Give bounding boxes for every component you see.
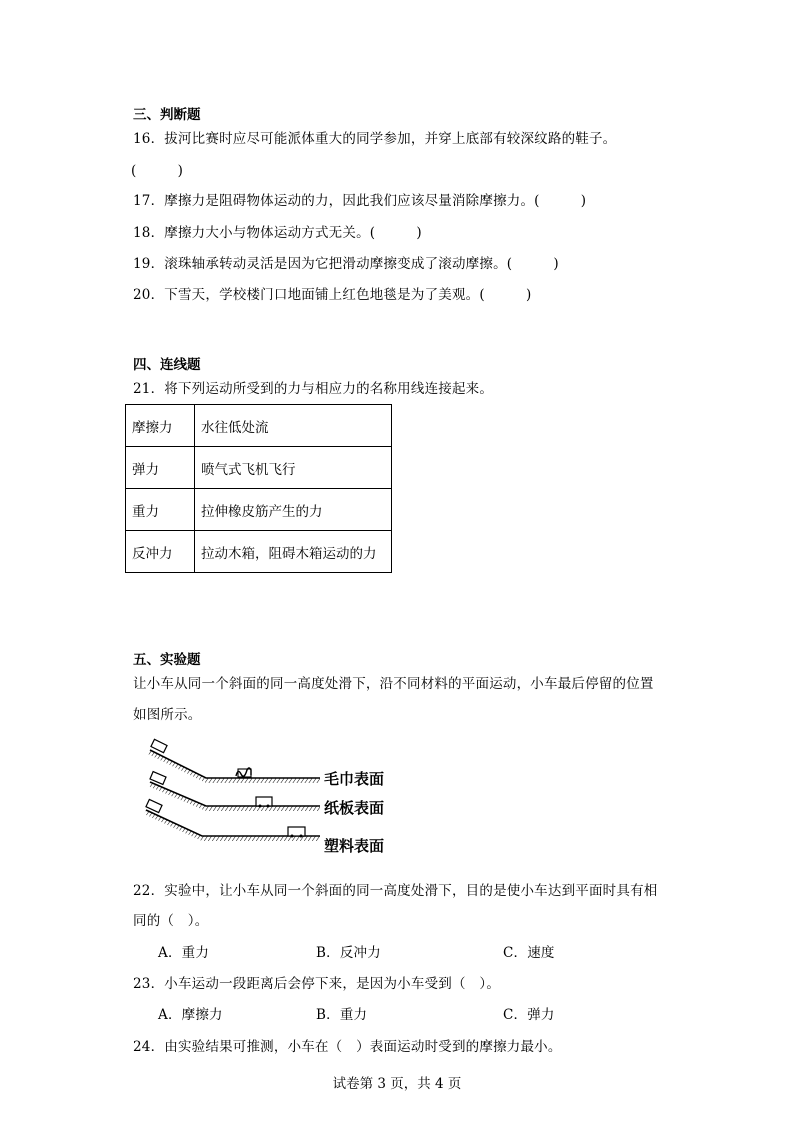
question-22-line-1: 22．实验中，让小车从同一个斜面的同一高度处滑下，目的是使小车达到平面时具有相 [133, 883, 658, 899]
force-cell: 弹力 [126, 447, 195, 489]
section-3-heading: 三、判断题 [133, 107, 201, 123]
ramp-towel [148, 739, 320, 783]
option-c[interactable]: C．速度 [503, 945, 555, 961]
option-b[interactable]: B．重力 [316, 1007, 368, 1023]
question-21: 21．将下列运动所受到的力与相应力的名称用线连接起来。 [133, 381, 494, 397]
motion-cell: 水往低处流 [195, 405, 392, 447]
option-a[interactable]: A．摩擦力 [158, 1007, 223, 1023]
question-20: 20．下雪天，学校楼门口地面铺上红色地毯是为了美观。( ) [133, 287, 532, 303]
force-cell: 重力 [126, 489, 195, 531]
label-cardboard-surface: 纸板表面 [324, 799, 385, 817]
table-row [126, 531, 392, 573]
cart-icon [288, 827, 305, 838]
label-towel-surface: 毛巾表面 [324, 770, 385, 788]
question-19: 19．滚珠轴承转动灵活是因为它把滑动摩擦变成了滚动摩擦。( ) [133, 256, 559, 272]
motion-cell: 拉伸橡皮筋产生的力 [195, 489, 392, 531]
question-17: 17．摩擦力是阻碍物体运动的力，因此我们应该尽量消除摩擦力。( ) [133, 193, 587, 209]
page-footer: 试卷第 3 页，共 4 页 [332, 1076, 462, 1092]
question-24: 24．由实验结果可推测，小车在（ ）表面运动时受到的摩擦力最小。 [133, 1039, 562, 1055]
cart-icon [151, 739, 167, 752]
motion-cell: 拉动木箱，阻碍木箱运动的力 [195, 531, 392, 573]
table-row [126, 405, 392, 447]
experiment-intro-line-2: 如图所示。 [133, 707, 202, 723]
experiment-figure [128, 738, 390, 860]
cart-icon [256, 797, 272, 808]
force-cell: 摩擦力 [126, 405, 195, 447]
cart-icon [236, 768, 251, 777]
option-b[interactable]: B．反冲力 [316, 945, 381, 961]
question-23: 23．小车运动一段距离后会停下来，是因为小车受到（ ）。 [133, 976, 501, 992]
question-16-answer-blank: ( ) [131, 163, 184, 179]
question-22-line-2: 同的（ ）。 [133, 913, 209, 929]
table-row [126, 447, 392, 489]
option-c[interactable]: C．弹力 [503, 1007, 555, 1023]
matching-table [125, 404, 392, 573]
table-row [126, 489, 392, 531]
section-5-heading: 五、实验题 [133, 652, 201, 668]
label-plastic-surface: 塑料表面 [324, 837, 385, 855]
question-16: 16．拔河比赛时应尽可能派体重大的同学参加，并穿上底部有较深纹路的鞋子。 [133, 131, 617, 147]
experiment-intro-line-1: 让小车从同一个斜面的同一高度处滑下，沿不同材料的平面运动，小车最后停留的位置 [133, 676, 654, 692]
motion-cell: 喷气式飞机飞行 [195, 447, 392, 489]
force-cell: 反冲力 [126, 531, 195, 573]
question-18: 18．摩擦力大小与物体运动方式无关。( ) [133, 225, 422, 241]
option-a[interactable]: A．重力 [158, 945, 210, 961]
section-4-heading: 四、连线题 [133, 357, 201, 373]
